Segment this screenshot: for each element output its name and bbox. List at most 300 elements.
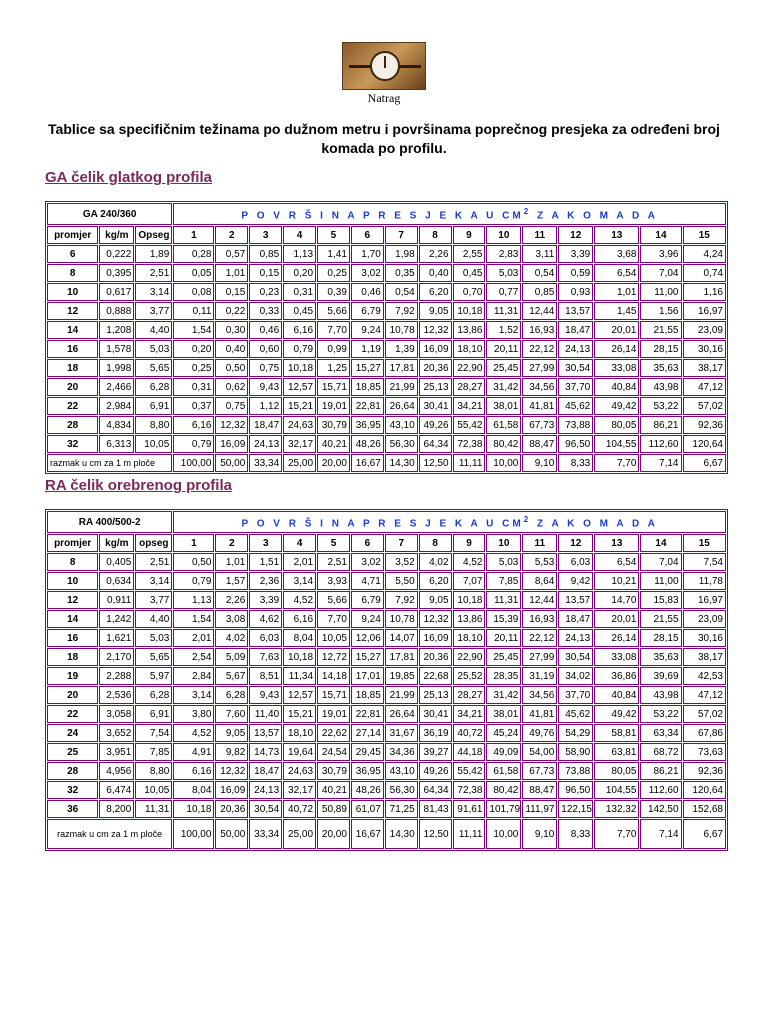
table-cell: 49,42 xyxy=(594,397,639,415)
table-cell: 29,45 xyxy=(351,743,384,761)
table-row xyxy=(47,781,726,799)
table-cell: 61,58 xyxy=(486,416,521,434)
table-cell: 0,395 xyxy=(99,264,134,282)
table-cell: 19,64 xyxy=(283,743,316,761)
table-cell: 0,50 xyxy=(215,359,248,377)
table-cell: 12,32 xyxy=(419,321,452,339)
table-cell: 0,79 xyxy=(173,435,214,453)
table-row xyxy=(47,378,726,396)
table-cell: 10,18 xyxy=(453,302,486,320)
table-row xyxy=(47,397,726,415)
table-cell: 47,12 xyxy=(683,378,727,396)
section-title-ga: GA čelik glatkog profila xyxy=(45,169,212,186)
table-cell: 6,91 xyxy=(135,705,172,723)
table-cell: 25,13 xyxy=(419,378,452,396)
table-cell: 3,77 xyxy=(135,302,172,320)
table-cell: 36,19 xyxy=(419,724,452,742)
table-row xyxy=(47,245,726,263)
table-cell: 2,288 xyxy=(99,667,134,685)
table-cell: 34,21 xyxy=(453,705,486,723)
table-cell: 22,81 xyxy=(351,705,384,723)
table-cell: 0,99 xyxy=(317,340,350,358)
table-cell: 80,05 xyxy=(594,762,639,780)
table-cell: 17,81 xyxy=(385,359,418,377)
table-cell: 2,170 xyxy=(99,648,134,666)
column-header: 11 xyxy=(522,226,557,244)
table-cell: 101,79 xyxy=(486,800,521,818)
spacing-cell: 10,00 xyxy=(486,454,521,472)
section-title-ra: RA čelik orebrenog profila xyxy=(45,477,232,494)
table-cell: 61,58 xyxy=(486,762,521,780)
table-cell: 39,69 xyxy=(640,667,681,685)
table-cell: 9,24 xyxy=(351,321,384,339)
table-cell: 7,85 xyxy=(486,572,521,590)
table-cell: 11,78 xyxy=(683,572,726,590)
table-cell: 20,36 xyxy=(419,359,452,377)
table-cell: 0,15 xyxy=(215,283,248,301)
column-header: 9 xyxy=(453,534,486,552)
table-cell: 1,01 xyxy=(594,283,639,301)
table-cell: 3,14 xyxy=(173,686,214,704)
table-cell: 34,21 xyxy=(453,397,486,415)
table-cell: 18,85 xyxy=(351,378,384,396)
table-cell: 4,40 xyxy=(135,610,172,628)
table-cell: 3,652 xyxy=(99,724,134,742)
table-cell: 3,68 xyxy=(594,245,639,263)
table-cell: 0,15 xyxy=(249,264,282,282)
table-cell: 30,79 xyxy=(317,416,350,434)
table-cell: 24,13 xyxy=(558,629,593,647)
table-cell: 11,31 xyxy=(135,800,172,818)
table-cell: 49,26 xyxy=(419,416,452,434)
table-cell: 28,35 xyxy=(486,667,521,685)
table-cell: 10,05 xyxy=(135,781,172,799)
table-cell: 1,51 xyxy=(249,553,282,571)
table-cell: 36,95 xyxy=(351,762,384,780)
table-cell: 4,834 xyxy=(99,416,134,434)
table-cell: 11,31 xyxy=(486,591,521,609)
table-cell: 28,15 xyxy=(640,340,681,358)
table-cell: 10,18 xyxy=(173,800,214,818)
table-cell: 2,51 xyxy=(317,553,350,571)
table-cell: 2,26 xyxy=(215,591,248,609)
table-cell: 30,16 xyxy=(683,340,727,358)
banner-superscript: 2 xyxy=(523,514,532,524)
table-cell: 18,47 xyxy=(249,416,282,434)
table-cell: 3,02 xyxy=(351,264,384,282)
table-cell: 67,73 xyxy=(522,762,557,780)
table-cell: 4,62 xyxy=(249,610,282,628)
table-cell: 22,12 xyxy=(522,340,557,358)
table-cell: 4,52 xyxy=(173,724,214,742)
table-cell: 30,16 xyxy=(683,629,726,647)
table-cell: 40,84 xyxy=(594,378,639,396)
table-cell: 8,04 xyxy=(283,629,316,647)
table-cell: 7,70 xyxy=(317,321,350,339)
ga-weight-table xyxy=(45,201,728,474)
table-cell: 18,47 xyxy=(558,321,593,339)
table-row xyxy=(47,610,726,628)
column-header-row xyxy=(47,226,726,244)
table-cell: 38,17 xyxy=(683,648,726,666)
table-banner-row xyxy=(47,511,726,533)
table-cell: 63,34 xyxy=(640,724,681,742)
table-cell: 13,57 xyxy=(558,302,593,320)
table-cell: 33,08 xyxy=(594,648,639,666)
table-cell: 4,52 xyxy=(283,591,316,609)
table-cell: 58,81 xyxy=(594,724,639,742)
table-cell: 38,17 xyxy=(683,359,727,377)
table-cell: 17,01 xyxy=(351,667,384,685)
table-cell: 5,53 xyxy=(522,553,557,571)
table-cell: 9,05 xyxy=(419,302,452,320)
table-cell: 5,66 xyxy=(317,591,350,609)
table-cell: 92,36 xyxy=(683,416,727,434)
column-header: promjer xyxy=(47,226,98,244)
column-header: 9 xyxy=(453,226,486,244)
table-cell: 10,78 xyxy=(385,321,418,339)
diameter-cell: 12 xyxy=(47,302,98,320)
table-cell: 14,70 xyxy=(594,591,639,609)
table-cell: 2,51 xyxy=(135,553,172,571)
table-cell: 54,29 xyxy=(558,724,593,742)
table-cell: 5,65 xyxy=(135,359,172,377)
banner-superscript: 2 xyxy=(523,206,532,216)
back-logo-image[interactable] xyxy=(342,42,426,90)
table-row xyxy=(47,724,726,742)
table-cell: 80,42 xyxy=(486,435,521,453)
table-cell: 25,13 xyxy=(419,686,452,704)
table-cell: 22,68 xyxy=(419,667,452,685)
table-cell: 1,998 xyxy=(99,359,134,377)
table-cell: 0,40 xyxy=(419,264,452,282)
table-cell: 9,42 xyxy=(558,572,593,590)
table-cell: 23,09 xyxy=(683,321,727,339)
column-header: 2 xyxy=(215,226,248,244)
table-cell: 47,12 xyxy=(683,686,726,704)
table-cell: 1,98 xyxy=(385,245,418,263)
table-cell: 40,21 xyxy=(317,781,350,799)
table-cell: 0,05 xyxy=(173,264,214,282)
spacing-cell: 7,14 xyxy=(640,454,681,472)
table-cell: 5,50 xyxy=(385,572,418,590)
table-cell: 3,11 xyxy=(522,245,557,263)
table-cell: 37,70 xyxy=(558,378,593,396)
table-cell: 40,72 xyxy=(283,800,316,818)
table-cell: 7,60 xyxy=(215,705,248,723)
spacing-cell: 25,00 xyxy=(283,454,316,472)
spacing-cell: 14,30 xyxy=(385,454,418,472)
diameter-cell: 8 xyxy=(47,264,98,282)
table-cell: 2,51 xyxy=(135,264,172,282)
table-cell: 55,42 xyxy=(453,416,486,434)
table-cell: 0,222 xyxy=(99,245,134,263)
table-cell: 11,34 xyxy=(283,667,316,685)
table-cell: 8,51 xyxy=(249,667,282,685)
column-header: 8 xyxy=(419,226,452,244)
spacing-cell: 11,11 xyxy=(453,819,486,849)
table-cell: 4,956 xyxy=(99,762,134,780)
table-cell: 22,90 xyxy=(453,648,486,666)
table-cell: 7,07 xyxy=(453,572,486,590)
table-cell: 30,79 xyxy=(317,762,350,780)
table-cell: 1,01 xyxy=(215,553,248,571)
table-cell: 1,01 xyxy=(215,264,248,282)
table-cell: 15,83 xyxy=(640,591,681,609)
profile-code: GA 240/360 xyxy=(47,203,172,225)
table-cell: 53,22 xyxy=(640,397,681,415)
column-header: opseg xyxy=(135,534,172,552)
diameter-cell: 22 xyxy=(47,397,98,415)
area-banner: P O V R Š I N A P R E S J E K A U $CM^2$ Z A K O M A D A xyxy=(173,511,726,533)
spacing-cell: 20,00 xyxy=(317,454,350,472)
table-cell: 26,64 xyxy=(385,397,418,415)
column-header: kg/m xyxy=(99,226,134,244)
table-cell: 27,99 xyxy=(522,648,557,666)
table-row xyxy=(47,800,726,818)
table-cell: 25,45 xyxy=(486,359,521,377)
table-cell: 30,41 xyxy=(419,397,452,415)
table-cell: 92,36 xyxy=(683,762,726,780)
table-cell: 91,61 xyxy=(453,800,486,818)
table-cell: 1,578 xyxy=(99,340,134,358)
table-cell: 1,54 xyxy=(173,610,214,628)
spacing-cell: 20,00 xyxy=(317,819,350,849)
table-cell: 16,93 xyxy=(522,321,557,339)
spacing-cell: 12,50 xyxy=(419,454,452,472)
table-cell: 0,25 xyxy=(317,264,350,282)
table-cell: 0,75 xyxy=(249,359,282,377)
table-cell: 6,16 xyxy=(283,321,316,339)
table-cell: 57,02 xyxy=(683,397,727,415)
table-cell: 10,21 xyxy=(594,572,639,590)
table-cell: 20,36 xyxy=(419,648,452,666)
table-cell: 7,85 xyxy=(135,743,172,761)
table-cell: 17,81 xyxy=(385,648,418,666)
table-row xyxy=(47,302,726,320)
table-cell: 32,17 xyxy=(283,781,316,799)
table-cell: 0,25 xyxy=(173,359,214,377)
table-cell: 20,11 xyxy=(486,629,521,647)
table-cell: 3,14 xyxy=(135,572,172,590)
table-cell: 14,73 xyxy=(249,743,282,761)
table-cell: 0,617 xyxy=(99,283,134,301)
table-cell: 112,60 xyxy=(640,781,681,799)
column-header: 15 xyxy=(683,226,727,244)
column-header: 4 xyxy=(283,226,316,244)
table-cell: 5,03 xyxy=(135,629,172,647)
table-cell: 3,39 xyxy=(249,591,282,609)
table-cell: 25,52 xyxy=(453,667,486,685)
column-header: 14 xyxy=(640,226,681,244)
spacing-cell: 100,00 xyxy=(173,454,214,472)
table-cell: 0,405 xyxy=(99,553,134,571)
table-cell: 26,14 xyxy=(594,340,639,358)
diameter-cell: 28 xyxy=(47,762,98,780)
table-cell: 3,77 xyxy=(135,591,172,609)
table-cell: 0,75 xyxy=(215,397,248,415)
table-cell: 16,09 xyxy=(419,629,452,647)
spacing-cell: 14,30 xyxy=(385,819,418,849)
column-header: promjer xyxy=(47,534,98,552)
table-cell: 3,14 xyxy=(283,572,316,590)
table-cell: 132,32 xyxy=(594,800,639,818)
table-cell: 2,84 xyxy=(173,667,214,685)
spacing-cell: 33,34 xyxy=(249,454,282,472)
diameter-cell: 16 xyxy=(47,629,98,647)
table-cell: 80,42 xyxy=(486,781,521,799)
diameter-cell: 36 xyxy=(47,800,98,818)
diameter-cell: 19 xyxy=(47,667,98,685)
table-cell: 0,45 xyxy=(283,302,316,320)
table-cell: 11,40 xyxy=(249,705,282,723)
table-cell: 7,70 xyxy=(317,610,350,628)
table-cell: 3,52 xyxy=(385,553,418,571)
table-cell: 61,07 xyxy=(351,800,384,818)
table-cell: 24,13 xyxy=(249,435,282,453)
table-cell: 43,98 xyxy=(640,686,681,704)
table-cell: 6,91 xyxy=(135,397,172,415)
table-cell: 18,10 xyxy=(453,629,486,647)
column-header: 13 xyxy=(594,226,639,244)
table-cell: 3,39 xyxy=(558,245,593,263)
table-cell: 6,54 xyxy=(594,553,639,571)
table-cell: 8,80 xyxy=(135,762,172,780)
table-cell: 96,50 xyxy=(558,781,593,799)
table-cell: 1,89 xyxy=(135,245,172,263)
table-cell: 2,984 xyxy=(99,397,134,415)
diameter-cell: 32 xyxy=(47,435,98,453)
table-cell: 104,55 xyxy=(594,435,639,453)
table-cell: 3,96 xyxy=(640,245,681,263)
column-header: 11 xyxy=(522,534,557,552)
table-row xyxy=(47,629,726,647)
table-row xyxy=(47,762,726,780)
table-cell: 14,18 xyxy=(317,667,350,685)
table-cell: 13,57 xyxy=(249,724,282,742)
table-cell: 112,60 xyxy=(640,435,681,453)
table-cell: 12,06 xyxy=(351,629,384,647)
column-header: 3 xyxy=(249,226,282,244)
diameter-cell: 16 xyxy=(47,340,98,358)
table-cell: 1,70 xyxy=(351,245,384,263)
table-cell: 120,64 xyxy=(683,435,727,453)
table-cell: 7,92 xyxy=(385,302,418,320)
diameter-cell: 10 xyxy=(47,572,98,590)
table-row xyxy=(47,359,726,377)
table-cell: 26,14 xyxy=(594,629,639,647)
table-cell: 2,36 xyxy=(249,572,282,590)
table-cell: 9,82 xyxy=(215,743,248,761)
table-cell: 10,18 xyxy=(453,591,486,609)
table-cell: 1,52 xyxy=(486,321,521,339)
table-cell: 43,10 xyxy=(385,762,418,780)
table-cell: 0,70 xyxy=(453,283,486,301)
table-cell: 0,79 xyxy=(283,340,316,358)
table-cell: 0,54 xyxy=(385,283,418,301)
table-cell: 11,00 xyxy=(640,572,681,590)
table-cell: 6,313 xyxy=(99,435,134,453)
table-cell: 6,20 xyxy=(419,572,452,590)
column-header: Opseg xyxy=(135,226,172,244)
table-cell: 4,91 xyxy=(173,743,214,761)
table-cell: 6,79 xyxy=(351,302,384,320)
table-cell: 18,10 xyxy=(283,724,316,742)
table-cell: 1,45 xyxy=(594,302,639,320)
table-cell: 8,80 xyxy=(135,416,172,434)
table-row xyxy=(47,667,726,685)
table-cell: 2,83 xyxy=(486,245,521,263)
table-cell: 4,71 xyxy=(351,572,384,590)
table-cell: 24,54 xyxy=(317,743,350,761)
table-cell: 34,02 xyxy=(558,667,593,685)
table-row xyxy=(47,705,726,723)
table-cell: 1,242 xyxy=(99,610,134,628)
table-cell: 31,42 xyxy=(486,378,521,396)
table-cell: 1,621 xyxy=(99,629,134,647)
table-cell: 86,21 xyxy=(640,416,681,434)
table-cell: 1,13 xyxy=(283,245,316,263)
spacing-cell: 9,10 xyxy=(522,454,557,472)
table-row xyxy=(47,340,726,358)
table-row xyxy=(47,283,726,301)
table-cell: 2,536 xyxy=(99,686,134,704)
column-header: 10 xyxy=(486,534,521,552)
table-cell: 0,50 xyxy=(173,553,214,571)
table-cell: 34,36 xyxy=(385,743,418,761)
table-cell: 3,14 xyxy=(135,283,172,301)
diameter-cell: 22 xyxy=(47,705,98,723)
spacing-cell: 7,14 xyxy=(640,819,681,849)
table-cell: 54,00 xyxy=(522,743,557,761)
table-cell: 36,86 xyxy=(594,667,639,685)
table-cell: 15,21 xyxy=(283,705,316,723)
table-cell: 0,59 xyxy=(558,264,593,282)
table-cell: 15,39 xyxy=(486,610,521,628)
table-cell: 21,99 xyxy=(385,686,418,704)
table-cell: 7,04 xyxy=(640,553,681,571)
diameter-cell: 24 xyxy=(47,724,98,742)
table-cell: 15,71 xyxy=(317,378,350,396)
table-cell: 0,22 xyxy=(215,302,248,320)
spacing-cell: 50,00 xyxy=(215,819,248,849)
table-cell: 24,63 xyxy=(283,762,316,780)
table-cell: 21,55 xyxy=(640,610,681,628)
table-row xyxy=(47,648,726,666)
table-cell: 8,64 xyxy=(522,572,557,590)
table-cell: 18,47 xyxy=(558,610,593,628)
table-cell: 28,27 xyxy=(453,378,486,396)
table-cell: 20,11 xyxy=(486,340,521,358)
column-header: 7 xyxy=(385,226,418,244)
table-cell: 6,28 xyxy=(135,378,172,396)
table-cell: 18,85 xyxy=(351,686,384,704)
table-cell: 68,72 xyxy=(640,743,681,761)
table-cell: 24,13 xyxy=(249,781,282,799)
back-link[interactable]: Natrag xyxy=(367,91,401,105)
column-header-row xyxy=(47,534,726,552)
table-cell: 5,03 xyxy=(486,553,521,571)
table-cell: 24,63 xyxy=(283,416,316,434)
table-cell: 4,02 xyxy=(215,629,248,647)
table-cell: 35,63 xyxy=(640,359,681,377)
table-cell: 38,01 xyxy=(486,705,521,723)
diameter-cell: 10 xyxy=(47,283,98,301)
table-cell: 0,57 xyxy=(215,245,248,263)
table-cell: 2,01 xyxy=(173,629,214,647)
table-cell: 1,56 xyxy=(640,302,681,320)
table-cell: 8,04 xyxy=(173,781,214,799)
